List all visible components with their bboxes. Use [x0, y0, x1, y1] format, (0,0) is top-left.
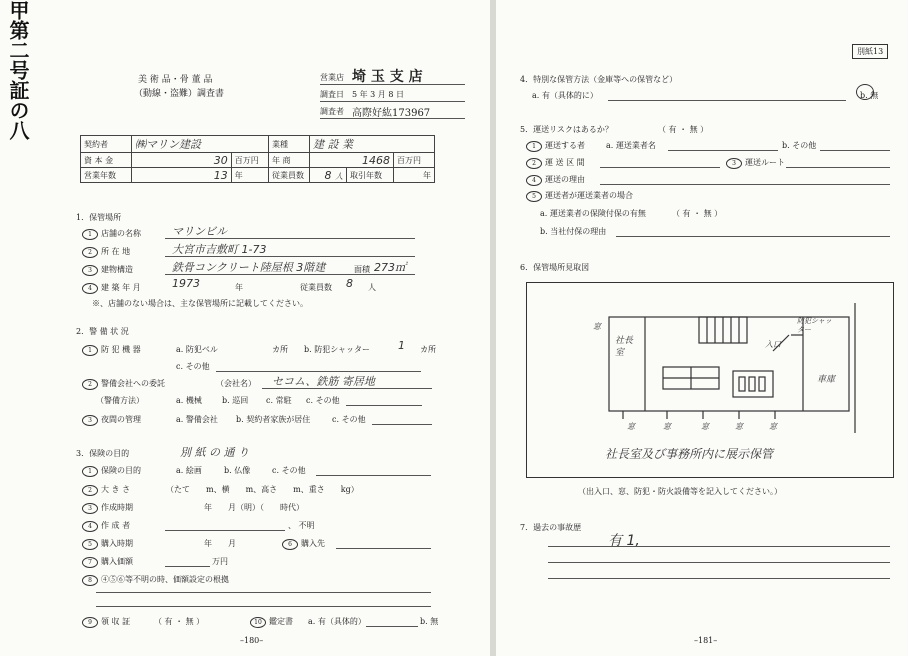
exhibit-stamp: 甲第二号証の八 [6, 0, 30, 140]
s1-area-label: 面積 [354, 265, 370, 274]
s3-size-text: （たて m、横 m、高さ m、重さ kg） [166, 485, 359, 494]
s2-item3-label: 夜間の管理 [101, 415, 141, 424]
s3-appraisal-a: a. 有（具体的） [308, 617, 366, 626]
s5-carrier-b: b. その他 [782, 141, 817, 150]
s3-item5-label: 購入時期 [101, 539, 133, 548]
section4-title: 4．特別な保管方法（金庫等への保管など） [520, 75, 678, 84]
capital-label: 資 本 金 [81, 153, 132, 168]
floor-plan-frame [526, 282, 894, 478]
plan-handwritten-note: 社長室及び事務所内に展示保管 [605, 447, 774, 461]
date-value: 5 年 3 月 8 日 [352, 90, 404, 99]
s3-item9-label: 領 収 証 [101, 617, 131, 626]
s2-method-c: c. 常駐 [266, 396, 292, 405]
s1-item4-label: 建 築 年 月 [101, 283, 141, 292]
section3-title: 3．保険の目的 [76, 449, 130, 458]
section1-title: 1．保管場所 [76, 213, 122, 222]
s2-shutter-unit: カ所 [420, 345, 436, 354]
s3-item7-label: 購入価額 [101, 557, 133, 566]
contractor-label: 契約者 [81, 136, 132, 153]
years-label: 営業年数 [81, 168, 132, 183]
section7-title: 7．過去の事故歴 [520, 523, 582, 532]
s2-night-c: c. その他 [332, 415, 366, 424]
s5-item5-label: 運送者が運送業者の場合 [545, 191, 633, 200]
s3-price-unit: 万円 [212, 557, 228, 566]
s5-insurance-a: a. 運送業者の保険付保の有無 [540, 209, 646, 218]
s1-staff-value: 8 [346, 277, 353, 290]
s5-item1-label: 運送する者 [545, 141, 585, 150]
form-title-line1: 美 術 品・骨 董 品 [138, 75, 213, 85]
s3-purpose-b: b. 仏像 [224, 466, 251, 475]
left-page: 甲第二号証の八 美 術 品・骨 董 品 （動線・盗難）調査書 営業店 埼 玉 支 店 調査日 5 年 3 月 8 日 調査者 高際好紘173967 契約者 ㈱マリン建設 業種 建 設 業 資 本 金 30 百万円 年 商 1468 百万円 営業年数 13 年 従業員数 8 人 取引年数 年 1．保管場所 1 店舗の名称 マリンビル 2 所 在 地 大宮市吉敷町 1-73 3 建物構造 鉄骨コンクリート陸屋根 3階建 面積 273㎡ 4 建 築 年 月 1973 年 従業員数 8 人 ※、店舗のない場合は、主な保管場所に記載してください。 2．警 備 状 況 1 防 犯 機 器 a. 防犯ベル カ所 b. 防犯シャッター 1 カ所 c. その他 2 警備会社への委託 （会社名） セコム、鉄筋 寄居地 （警備方法） a. 機械 b. 巡回 c. 常駐 c. その他 3 夜間の管理 a. 警備会社 b. 契約者家族が居住 c. その他 3．保険の目的 別 紙 の 通 り 1 保険の目的 a. 絵画 b. 仏像 c. その他 2 大 き さ （たて m、横 m、高さ m、重さ kg） 3 作成時期 年 月（明）（ 時代） 4 作 成 者 、 不明 5 購入時期 年 月 6 購入先 7 購入価額 万円 8 ④⑤⑥等不明の時、価額設定の根拠 9 領 収 証 （ 有 ・ 無 ） 10 鑑定書 a. 有（具体的） b. 無 –180– [0, 0, 492, 656]
s2-method-label: （警備方法） [96, 396, 144, 405]
years-unit: 年 [231, 168, 268, 183]
s2-method-a: a. 機械 [176, 396, 202, 405]
s3-item8-label: ④⑤⑥等不明の時、価額設定の根拠 [101, 575, 229, 584]
s1-item2-value: 大宮市吉敷町 1-73 [172, 243, 267, 256]
s1-item1-label: 店舗の名称 [101, 229, 141, 238]
s2-method-d: c. その他 [306, 396, 340, 405]
date-label: 調査日 [320, 90, 344, 99]
s2-night-a: a. 警備会社 [176, 415, 218, 424]
form-title-line2: （動線・盗難）調査書 [134, 89, 225, 99]
s5-item3-label: 運送ルート [745, 158, 785, 167]
plan-room-garage: 車庫 [817, 375, 836, 385]
plan-window-1: 窓 [627, 422, 635, 431]
s3-period-text: 年 月（明）（ 時代） [204, 503, 304, 512]
plan-window-3: 窓 [701, 422, 709, 431]
s3-receipt-opts: （ 有 ・ 無 ） [154, 617, 205, 626]
s1-staff-unit: 人 [368, 283, 376, 292]
s4-option-a: a. 有（具体的に） [532, 91, 598, 100]
s3-item10-label: 鑑定書 [269, 617, 293, 626]
years-value: 13 [132, 168, 232, 183]
section3-value: 別 紙 の 通 り [180, 446, 249, 459]
right-page-number: –181– [694, 636, 718, 645]
s1-staff-label: 従業員数 [300, 283, 332, 292]
s1-item3-label: 建物構造 [101, 265, 133, 274]
plan-shutter: 防犯シャッター [797, 317, 832, 334]
s1-note: ※、店舗のない場合は、主な保管場所に記載してください。 [92, 299, 308, 308]
s2-item1-label: 防 犯 機 器 [101, 345, 141, 354]
sheet-label: 別紙13 [852, 44, 888, 59]
s6-note: （出入口、窓、防犯・防火設備等を記入してください。） [578, 487, 782, 496]
section2-title: 2．警 備 状 況 [76, 327, 129, 336]
s1-item1-value: マリンビル [172, 225, 227, 238]
section6-title: 6．保管場所見取図 [520, 263, 590, 272]
capital-value: 30 [132, 153, 232, 168]
sales-value: 1468 [310, 153, 394, 168]
s5-item2-label: 運 送 区 間 [545, 158, 585, 167]
s3-item4-label: 作 成 者 [101, 521, 131, 530]
s5-item4-label: 運送の理由 [545, 175, 585, 184]
s2-shutter: b. 防犯シャッター [304, 345, 371, 354]
sales-label: 年 商 [269, 153, 310, 168]
plan-entrance: 入口 [765, 340, 781, 349]
trade-unit: 年 [394, 168, 435, 183]
s2-bell-unit: カ所 [272, 345, 288, 354]
s2-night-b: b. 契約者家族が居住 [236, 415, 311, 424]
s3-item1-label: 保険の目的 [101, 466, 141, 475]
industry-label: 業種 [269, 136, 310, 153]
s1-item3-value: 鉄骨コンクリート陸屋根 3階建 [172, 261, 326, 274]
capital-unit: 百万円 [231, 153, 268, 168]
staff-unit: 人 [335, 171, 343, 181]
s1-item4-value: 1973 [172, 277, 200, 290]
s5-insurance-a-opts: （ 有 ・ 無 ） [672, 209, 723, 218]
staff-value: 8 [324, 168, 332, 182]
contractor-value: ㈱マリン建設 [132, 136, 269, 153]
s2-shutter-value: 1 [398, 339, 405, 352]
s2-method-b: b. 巡回 [222, 396, 249, 405]
plan-window-6: 窓 [593, 322, 601, 331]
s4-option-b: b. 無 [860, 91, 879, 100]
section5-title: 5．運送リスクはあるか？ [520, 125, 613, 134]
staff-label: 従業員数 [269, 168, 310, 183]
s5-carrier-a: a. 運送業者名 [606, 141, 656, 150]
s2-company-value: セコム、鉄筋 寄居地 [272, 375, 375, 388]
s3-item2-label: 大 き さ [101, 485, 131, 494]
contract-info-table [80, 135, 435, 183]
branch-label: 営業店 [320, 73, 344, 82]
s1-item4-unit: 年 [235, 283, 243, 292]
s3-appraisal-b: b. 無 [420, 617, 439, 626]
s3-purpose-c: c. その他 [272, 466, 306, 475]
s1-item2-label: 所 在 地 [101, 247, 131, 256]
s5-insurance-b: b. 当社付保の理由 [540, 227, 607, 236]
plan-window-5: 窓 [769, 422, 777, 431]
branch-value: 埼 玉 支 店 [352, 69, 423, 85]
s3-author-text: 、 不明 [288, 521, 315, 530]
trade-label: 取引年数 [347, 168, 394, 183]
surveyor-label: 調査者 [320, 107, 344, 116]
plan-window-4: 窓 [735, 422, 743, 431]
plan-window-2: 窓 [663, 422, 671, 431]
right-page: 別紙13 4．特別な保管方法（金庫等への保管など） a. 有（具体的に） b. 無 5．運送リスクはあるか？ （ 有 ・ 無 ） 1 運送する者 a. 運送業者名 b. その他 2 運 送 区 間 3 運送ルート 4 運送の理由 5 運送者が運送業者の場合 a. 運送業者の保険付保の有無 （ 有 ・ 無 ） b. 当社付保の理由 6．保管場所見取図 社長室 車庫 入口 防犯シャッター 窓 窓 窓 窓 窓 窓 社長室及び事務所内に展示保管 （出入口、窓、防犯・防火設備等を記入してください。） 7．過去の事故歴 有 1, –181– [496, 0, 908, 656]
s2-bell: a. 防犯ベル [176, 345, 218, 354]
industry-value: 建 設 業 [310, 136, 435, 153]
left-page-number: –180– [240, 636, 264, 645]
s3-item3-label: 作成時期 [101, 503, 133, 512]
s3-item6-label: 購入先 [301, 539, 325, 548]
s3-purpose-a: a. 絵画 [176, 466, 202, 475]
s2-other: c. その他 [176, 362, 210, 371]
s3-purchase-period: 年 月 [204, 539, 236, 548]
s5-title-opts: （ 有 ・ 無 ） [658, 125, 709, 134]
s1-area-value: 273㎡ [374, 261, 406, 274]
s2-company-label: （会社名） [216, 379, 256, 388]
s2-item2-label: 警備会社への委託 [101, 379, 165, 388]
sales-unit: 百万円 [394, 153, 435, 168]
surveyor-value: 高際好紘173967 [352, 108, 431, 119]
s7-value: 有 1, [608, 533, 640, 549]
plan-room-president: 社長室 [615, 336, 634, 358]
